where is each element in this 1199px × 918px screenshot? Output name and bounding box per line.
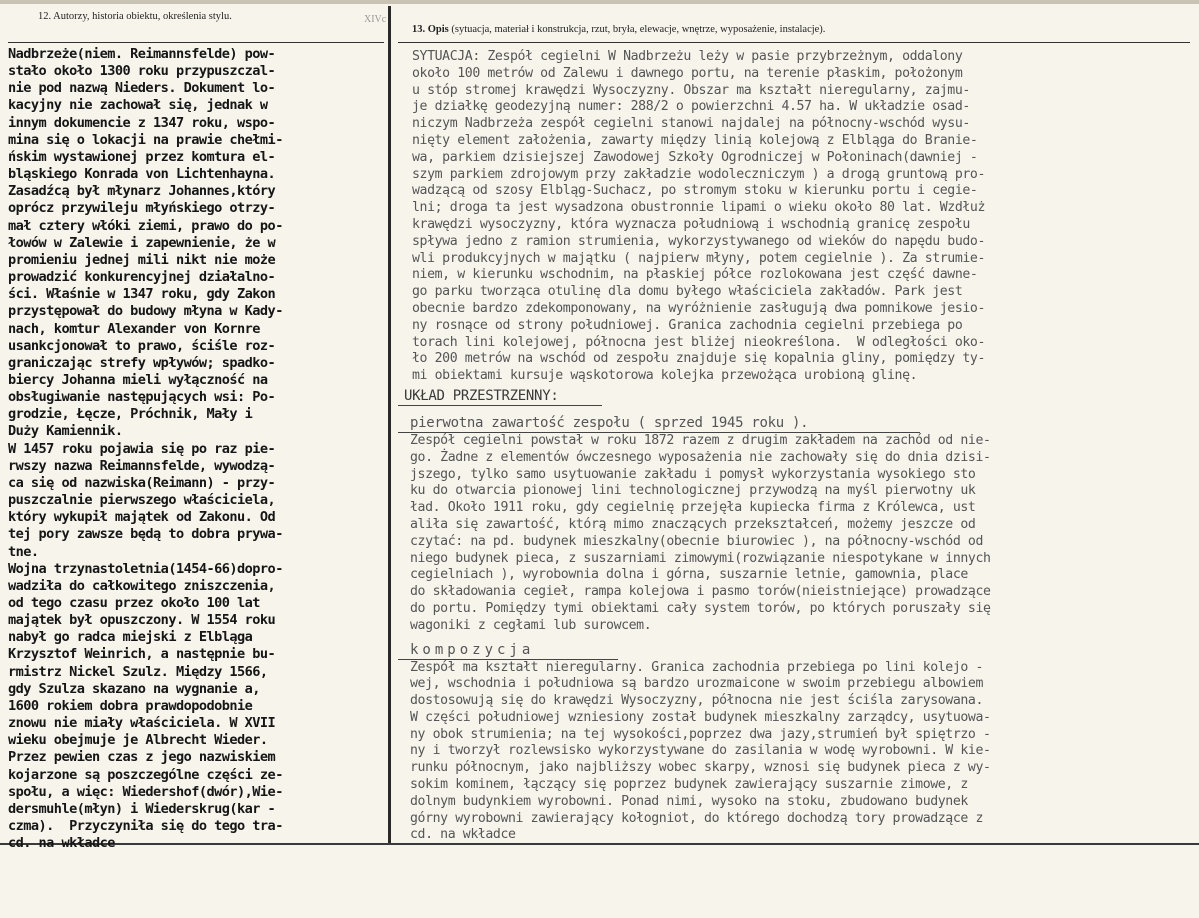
text-line: czma). Przyczyniła się do tego tra- <box>8 818 283 835</box>
right-column-header <box>398 4 1190 43</box>
text-line: je działkę geodezyjną numer: 288/2 o powierzchni 4.57 ha. W układzie osad- <box>412 99 970 115</box>
text-line: Krzysztof Weinrich, a następnie bu- <box>8 646 276 663</box>
text-line: usankcjonował to prawo, ściśle roz- <box>8 337 276 354</box>
text-line: cd. na wkładce <box>8 835 115 852</box>
text-line: wli produkcyjnych w majątku ( najpierw młyny, potem cegielnie ). Za strumie- <box>412 250 986 266</box>
heading-spatial-layout: UKŁAD PRZESTRZENNY: <box>398 387 602 406</box>
text-line: jszego, tylko samo usytuowanie zakładu i pomysł wykorzystania wysokiego sto <box>410 466 976 482</box>
text-line: społu, a więc: Wiedershof(dwór),Wie- <box>8 783 283 800</box>
text-line: górny wyrobowni zawierający kołogniot, do którego dochodzą tory prowadzące z <box>410 810 984 826</box>
text-line: SYTUACJA: Zespół cegielni W Nadbrzeżu leży w pasie przybrzeżnym, oddalony <box>412 49 963 64</box>
text-line: ny i tworzył rozlewsisko wykorzystywane do zasilania w wodę wyrobowni. W kie- <box>410 743 991 759</box>
text-line: W 1457 roku pojawia się po raz pie- <box>8 440 276 457</box>
text-line: łowów w Zalewie i zapewnienie, że w <box>8 234 276 251</box>
corner-mark: XIVc <box>364 14 387 25</box>
text-line: graniczając strefy wpływów; spadko- <box>8 354 276 371</box>
text-line: nabył go radca miejski z Elbląga <box>8 629 253 646</box>
text-line: do składowania cegieł, rampa kolejowa i pasmo torów(nieistniejące) prowadzące <box>410 584 991 600</box>
text-line: kojarzone są poszczególne części ze- <box>8 766 283 783</box>
text-line: ku do otwarcia pionowej lini technologicznej przywodzą na myśl pierwotny uk <box>410 483 976 499</box>
text-line: kacyjny nie zachował się, jednak w <box>8 97 268 114</box>
text-line: rwszy nazwa Reimannsfelde, wywodzą- <box>8 457 276 474</box>
heading-composition: kompozycja <box>398 641 618 660</box>
text-line: mał cztery włóki ziemi, prawo do po- <box>8 217 283 234</box>
text-line: do portu. Pomiędzy tymi obiektami cały system torów, po których poruszały się <box>410 600 991 616</box>
text-line: od tego czasu przez około 100 lat <box>8 595 260 611</box>
text-line: torach lini kolejowej, północna jest bliżej nieokreślona. W odległości oko- <box>412 334 986 350</box>
text-line: nach, komtur Alexander von Kornre <box>8 320 260 337</box>
column-divider <box>388 6 391 844</box>
header-main: 13. Opis <box>412 24 449 35</box>
text-line: puszczalnie pierwszego właściciela, <box>8 492 276 509</box>
right-column <box>364 4 1190 844</box>
text-line: oprócz przywileju młyńskiego otrzy- <box>8 200 276 217</box>
text-line: Duży Kamiennik. <box>8 423 123 440</box>
text-line: cegielniach ), wyrobownia dolna i górna, suszarnie letnie, gamownia, place <box>410 567 968 583</box>
text-line: 1600 rokiem dobra prawdopodobnie <box>8 697 253 714</box>
text-line: niego budynek pieca, z suszarniami zimowymi(rozwiązanie niespotykane w innych <box>410 550 991 566</box>
text-line: ści. Właśnie w 1347 roku, gdy Zakon <box>8 286 276 303</box>
text-line: bląskiego Konrada von Lichtenhayna. <box>8 166 276 183</box>
text-line: stało około 1300 roku przypuszczal- <box>8 63 276 80</box>
text-line: ło 200 metrów na wschód od zespołu znajduje się kopalnia gliny, pomiędzy ty- <box>412 351 986 367</box>
original-content-paragraph <box>398 433 1190 635</box>
left-column-header: 12. Autorzy, historia obiektu, określenia stylu. <box>8 4 384 43</box>
text-line: Zespół ma kształt nieregularny. Granica zachodnia przebiega po lini kolejo - <box>410 659 984 675</box>
text-line: Zasadźcą był młynarz Johannes,który <box>8 183 276 200</box>
text-line: u stóp stromej krawędzi Wysoczyzny. Obszar ma kształt nieregularny, zajmu- <box>412 82 970 98</box>
text-line: Nadbrzeże(niem. Reimannsfelde) pow- <box>8 46 276 62</box>
text-line: przystępował do budowy młyna w Kady- <box>8 303 283 320</box>
text-line: wieku obejmuje je Albrecht Wieder. <box>8 732 268 749</box>
text-line: nie pod nazwą Nieders. Dokument lo- <box>8 80 276 97</box>
text-line: innym dokumencie z 1347 roku, wspo- <box>8 114 276 131</box>
text-line: ny rosnące od strony południowej. Granica zachodnia cegielni przebiega po <box>412 317 963 333</box>
text-line: ńskim wystawionej przez komtura el- <box>8 148 276 165</box>
text-line: dersmuhle(młyn) i Wiederskrug(kar - <box>8 800 276 817</box>
text-line: sokim kominem, łączący się poprzez budynek zawierający suszarnie zimowe, z <box>410 777 968 793</box>
header-note: (sytuacja, materiał i konstrukcja, rzut, bryła, elewacje, wnętrze, wyposażenie, instalacje). <box>448 24 826 35</box>
text-line: promieniu jednej mili nikt nie może <box>8 251 276 268</box>
text-line: mina się o lokacji na prawie chełmi- <box>8 131 283 148</box>
text-line: go. Żadne z elementów ówczesnego wyposażenia nie zachowały się do dnia dzisi- <box>410 449 991 465</box>
text-line: nięty element założenia, zawarty między linią kolejową z Elbląga do Branie- <box>412 132 978 148</box>
text-line: tne. <box>8 543 39 560</box>
text-line: znowu nie miały właściciela. W XVII <box>8 715 276 732</box>
text-line: runku północnym, jako najbliższy wobec skarpy, wznosi się budynek pieca z wy- <box>410 760 991 776</box>
text-line: spływa jedno z ramion strumienia, wykorzystywanego od wieków do napędu budo- <box>412 233 986 249</box>
text-line: cd. na wkładce <box>410 827 516 843</box>
text-line: dostosowują się do krawędzi Wysoczyzny, północna nie jest ściśla zarysowana. <box>410 693 984 709</box>
text-line: lni; droga ta jest wysadzona obustronnie lipami o wieku około 80 lat. Wzdłuż <box>412 200 986 216</box>
text-line: niczym Nadbrzeża zespół cegielni stanowi najdalej na północny-wschód wysu- <box>412 116 970 132</box>
text-line: wadziła do całkowitego zniszczenia, <box>8 577 276 594</box>
text-line: wagoniki z cegłami lub surowcem. <box>410 617 652 633</box>
text-line: biercy Johanna mieli wyłączność na <box>8 371 268 388</box>
text-line: obecnie bardzo zdekomponowany, na wyróżnienie zasługują dwa pomnikowe jesio- <box>412 300 986 316</box>
left-column <box>8 4 386 852</box>
text-line: Przez pewien czas z jego nazwiskiem <box>8 749 276 766</box>
text-line: Wojna trzynastoletnia(1454-66)dopro- <box>8 560 283 577</box>
text-line: krawędzi wysoczyzny, która wyznacza południową i wschodnią granicę zespołu <box>412 216 970 232</box>
situation-paragraph <box>398 49 1190 385</box>
text-line: grodzie, Łęcze, Próchnik, Mały i <box>8 406 253 423</box>
text-line: rmistrz Nickel Szulz. Między 1566, <box>8 663 268 680</box>
text-line: gdy Szulza skazano na wygnanie a, <box>8 680 260 697</box>
text-line: wadzącą od szosy Elbląg-Suchacz, po stromym stoku w kierunku portu i cegie- <box>412 183 978 199</box>
text-line: tej pory zawsze będą to dobra prywa- <box>8 526 283 543</box>
text-line: Zespół cegielni powstał w roku 1872 razem z drugim zakładem na zachód od nie- <box>410 432 991 448</box>
text-line: wa, parkiem dzisiejszej Zawodowej Szkoły Ogrodniczej w Połoninach(dawniej - <box>412 149 978 165</box>
history-text <box>8 46 386 852</box>
text-line: mi obiektami kursuje wąskotorowa kolejka przewożąca urobioną glinę. <box>412 368 918 384</box>
text-line: W części południowej wzniesiony został budynek mieszkalny zarządcy, usytuowa- <box>410 709 991 725</box>
text-line: ny obok strumienia; na tej wysokości,poprzez dwa jazy,strumień był spiętrzo - <box>410 726 991 742</box>
text-line: majątek był opuszczony. W 1554 roku <box>8 612 276 629</box>
text-line: go parku tworząca otulinę dla domu byłego właściciela zakładów. Park jest <box>412 284 963 300</box>
text-line: szym parkiem zdrojowym przy zakładzie wodoleczniczym ) a drogą gruntową pro- <box>412 166 986 182</box>
text-line: który wykupił majątek od Zakonu. Od <box>8 509 276 526</box>
text-line: ład. Około 1911 roku, gdy cegielnię przejęła kupiecka firma z Królewca, ust <box>410 500 976 516</box>
text-line: ca się od nazwiska(Reimann) - przy- <box>8 474 276 491</box>
text-line: aliła się zawartość, którą mimo znaczących przekształceń, możemy jeszcze od <box>410 516 976 532</box>
composition-paragraph <box>398 660 1190 845</box>
text-line: niem, w kierunku wschodnim, na płaskiej półce rozlokowana jest część dawne- <box>412 267 978 283</box>
text-line: prowadzić konkurencyjnej działalno- <box>8 269 276 286</box>
heading-original-content: pierwotna zawartość zespołu ( sprzed 1945 roku ). <box>398 414 920 433</box>
text-line: wej, wschodnia i południowa są bardzo urozmaicone w swoim przebiegu albowiem <box>410 676 984 692</box>
text-line: obsługiwanie następujących wsi: Po- <box>8 389 276 406</box>
text-line: około 100 metrów od Zalewu i dawnego portu, na terenie płaskim, położonym <box>412 65 963 81</box>
text-line: czytać: na pd. budynek mieszkalny(obecnie biurowiec ), na północny-wschód od <box>410 533 984 549</box>
text-line: dolnym budynkiem wyrobowni. Ponad nimi, wysoko na stoku, zbudowano budynek <box>410 793 968 809</box>
